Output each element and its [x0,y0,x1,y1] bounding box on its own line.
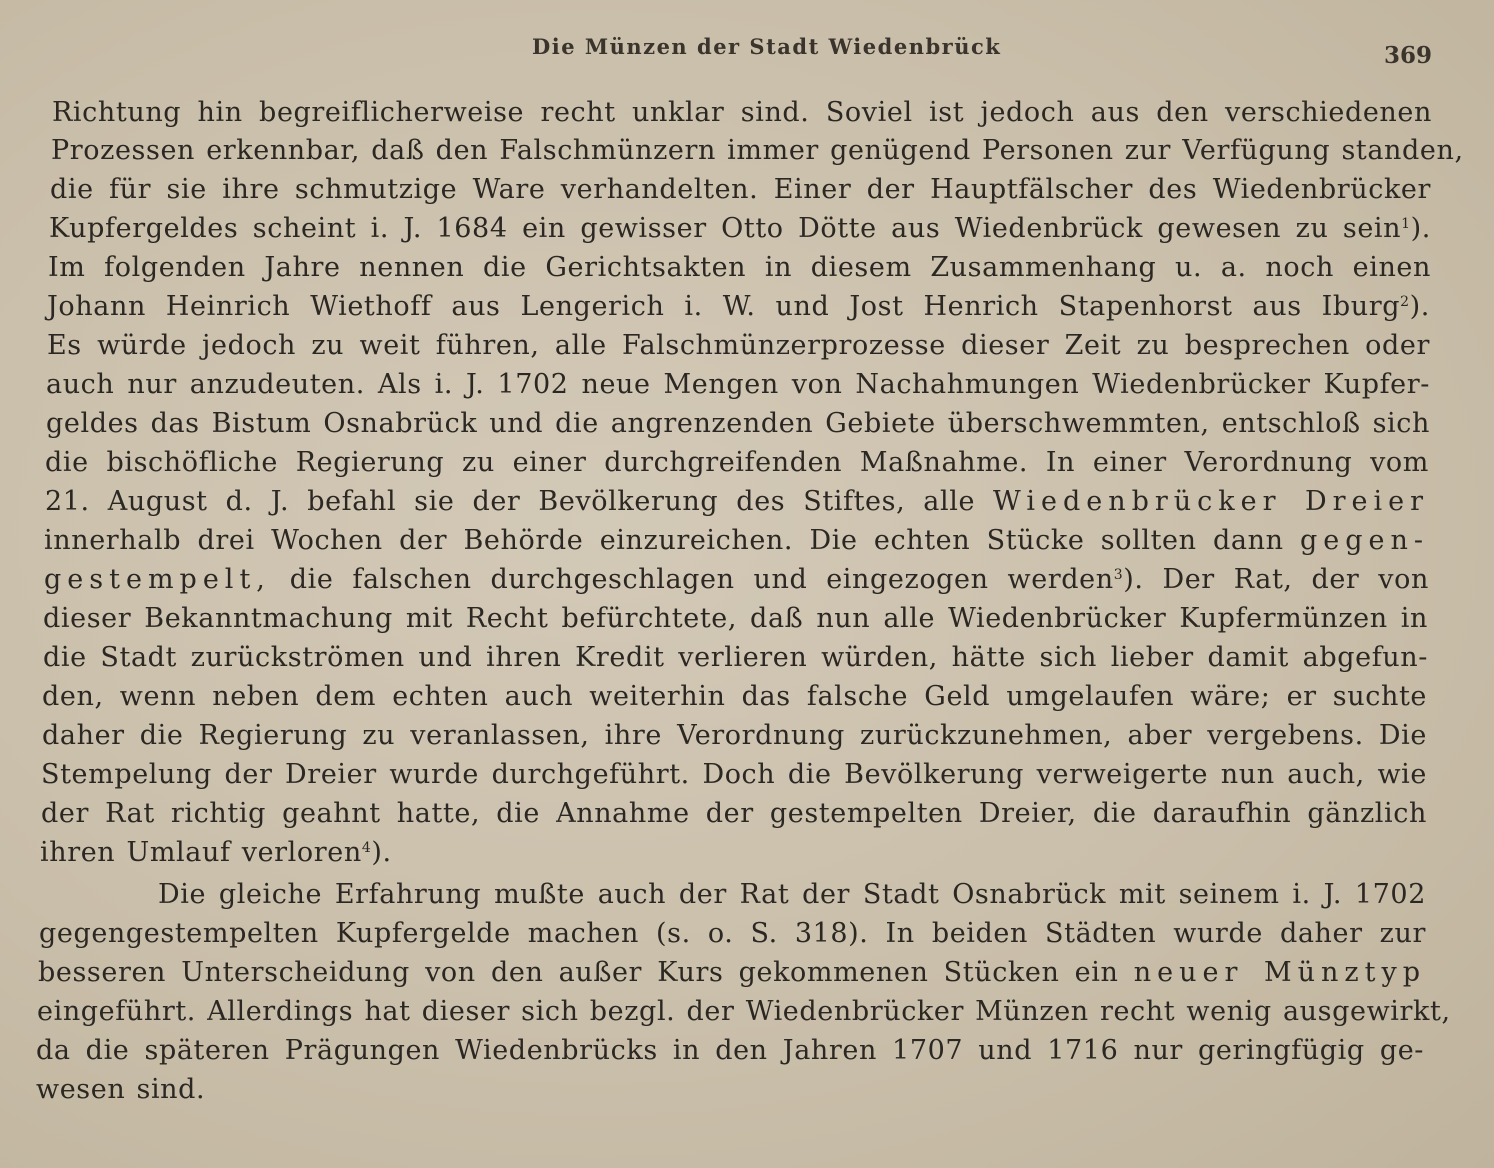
text-line: wesen sind. [36,1074,206,1105]
text-line: Stempelung der Dreier wurde durchgeführt. Doch die Bevölkerung verweigerte nun auch, wie [41,759,1427,790]
text-line: die Stadt zurückströmen und ihren Kredit verlieren würden, hätte sich lieber damit abgefun- [43,642,1428,673]
spaced-emphasis: neuer Münztyp [1133,957,1427,988]
text-line: auch nur anzudeuten. Als i. J. 1702 neue Mengen von Nachahmungen Wiedenbrücker Kupfer- [46,369,1430,400]
text-line: die für sie ihre schmutzige Ware verhandelten. Einer der Hauptfälscher des Wiedenbrücker [50,174,1431,205]
text-line: besseren Unterscheidung von den außer Kurs gekommenen Stücken ein neuer Münztyp [38,957,1427,988]
text-line: geldes das Bistum Osnabrück und die angrenzenden Gebiete überschwemmten, entschloß sich [46,408,1430,439]
text-line: dieser Bekanntmachung mit Recht befürchtete, daß nun alle Wiedenbrücker Kupfermünzen in [43,603,1428,634]
footnote-ref: 4 [361,840,372,856]
text-line: Richtung hin begreiflicherweise recht unklar sind. Soviel ist jedoch aus den verschiedenen [52,97,1432,128]
text-line: den, wenn neben dem echten auch weiterhin das falsche Geld umgelaufen wäre; er suchte [42,681,1427,712]
text-line: Prozessen erkennbar, daß den Falschmünzern immer genügend Personen zur Verfügung standen, [51,135,1464,166]
footnote-ref: 3 [1113,567,1124,583]
text-line: Im folgenden Jahre nennen die Gerichtsakten in diesem Zusammenhang u. a. noch einen [48,252,1431,283]
text-line: Johann Heinrich Wiethoff aus Lengerich i. W. und Jost Henrich Stapenhorst aus Iburg$^2$). [47,291,1430,322]
text-line: ihren Umlauf verloren$^4$). [40,837,392,868]
spaced-emphasis: gestempelt, [44,564,271,595]
text-line: Die gleiche Erfahrung mußte auch der Rat der Stadt Osnabrück mit seinem i. J. 1702 [158,879,1426,910]
text-line: gegengestempelten Kupfergelde machen (s. o. S. 318). In beiden Städten wurde daher zur [39,918,1426,949]
running-head [0,30,1494,70]
text-line: innerhalb drei Wochen der Behörde einzureichen. Die echten Stücke sollten dann gegen- [44,525,1429,556]
footnote-ref: 1 [1401,216,1411,232]
text-line: eingeführt. Allerdings hat dieser sich bezgl. der Wiedenbrücker Münzen recht wenig ausgewirkt, [37,996,1451,1027]
text-line: da die späteren Prägungen Wiedenbrücks in den Jahren 1707 und 1716 nur geringfügig ge- [36,1035,1424,1066]
text-line: die bischöfliche Regierung zu einer durchgreifenden Maßnahme. In einer Verordnung vom [45,447,1429,478]
text-line: daher die Regierung zu veranlassen, ihre Verordnung zurückzunehmen, aber vergebens. Die [42,720,1427,751]
footnote-ref: 2 [1400,294,1410,310]
spaced-emphasis: Wiedenbrücker Dreier [993,486,1429,517]
running-title: Die Münzen der Stadt Wiedenbrück [532,34,1002,59]
text-line: Kupfergeldes scheint i. J. 1684 ein gewisser Otto Dötte aus Wiedenbrück gewesen zu sein$^1$). [49,213,1431,244]
spaced-emphasis: gegen- [1299,525,1429,556]
text-line: 21. August d. J. befahl sie der Bevölkerung des Stiftes, alle Wiedenbrücker Dreier [45,486,1429,517]
page-number: 369 [1384,42,1433,69]
text-line: gestempelt, die falschen durchgeschlagen und eingezogen werden$^3$). Der Rat, der von [44,564,1429,595]
text-line: Es würde jedoch zu weit führen, alle Falschmünzerprozesse dieser Zeit zu besprechen oder [47,330,1430,361]
text-line: der Rat richtig geahnt hatte, die Annahme der gestempelten Dreier, die daraufhin gänzlich [41,798,1427,829]
